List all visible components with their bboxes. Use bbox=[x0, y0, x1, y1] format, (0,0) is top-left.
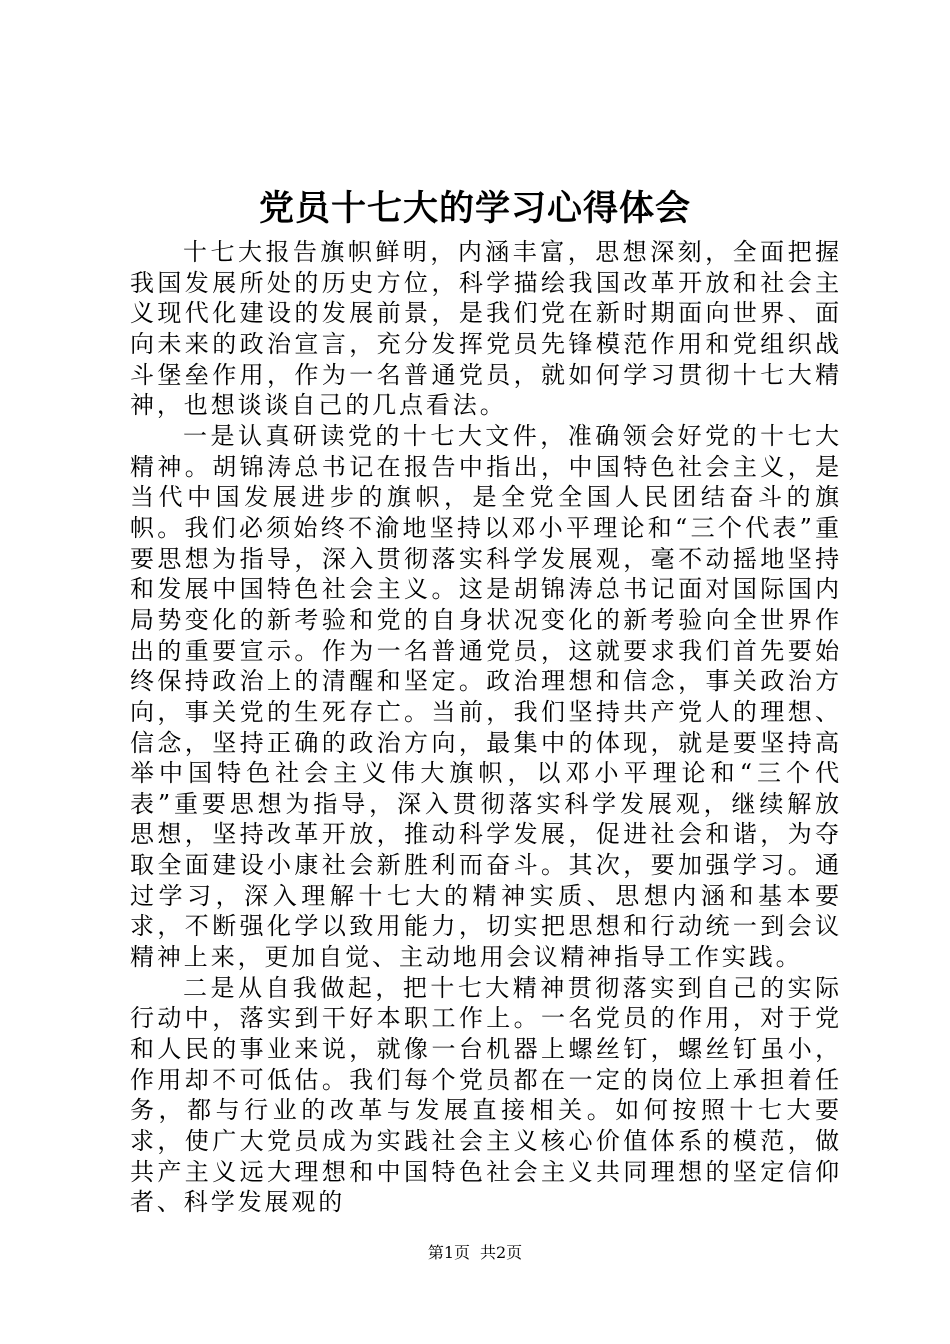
paragraph-point-two: 二是从自我做起，把十七大精神贯彻落实到自己的实际行动中，落实到干好本职工作上。一名党员的作用，对于党和人民的事业来说，就像一台机器上螺丝钉，螺丝钉虽小，作用却不可低估。我们每个党员都在一定的岗位上承担着任务，都与行业的改革与发展直接相关。如何按照十七大要求，使广大党员成为实践社会主义核心价值体系的模范，做共产主义远大理想和中国特色社会主义共同理想的坚定信仰者、科学发展观的 bbox=[130, 973, 842, 1217]
page-footer bbox=[0, 1243, 950, 1263]
paragraph-point-one: 一是认真研读党的十七大文件，准确领会好党的十七大精神。胡锦涛总书记在报告中指出，中国特色社会主义，是当代中国发展进步的旗帜，是全党全国人民团结奋斗的旗帜。我们必须始终不渝地坚持以邓小平理论和“三个代表”重要思想为指导，深入贯彻落实科学发展观，毫不动摇地坚持和发展中国特色社会主义。这是胡锦涛总书记面对国际国内局势变化的新考验和党的自身状况变化的新考验向全世界作出的重要宣示。作为一名普通党员，这就要求我们首先要始终保持政治上的清醒和坚定。政治理想和信念，事关政治方向，事关党的生死存亡。当前，我们坚持共产党人的理想、信念，坚持正确的政治方向，最集中的体现，就是要坚持高举中国特色社会主义伟大旗帜，以邓小平理论和“三个代表”重要思想为指导，深入贯彻落实科学发展观，继续解放思想，坚持改革开放，推动科学发展，促进社会和谐，为夺取全面建设小康社会新胜利而奋斗。其次，要加强学习。通过学习，深入理解十七大的精神实质、思想内涵和基本要求，不断强化学以致用能力，切实把思想和行动统一到会议精神上来，更加自觉、主动地用会议精神指导工作实践。 bbox=[130, 421, 842, 972]
paragraph-intro: 十七大报告旗帜鲜明，内涵丰富，思想深刻，全面把握我国发展所处的历史方位，科学描绘我国改革开放和社会主义现代化建设的发展前景，是我们党在新时期面向世界、面向未来的政治宣言，充分发挥党员先锋模范作用和党组织战斗堡垒作用，作为一名普通党员，就如何学习贯彻十七大精神，也想谈谈自己的几点看法。 bbox=[130, 238, 842, 420]
document-body bbox=[130, 237, 842, 1218]
document-title: 党员十七大的学习心得体会 bbox=[258, 189, 691, 229]
page-total: 共2页 bbox=[480, 1243, 523, 1262]
page-number: 第1页 bbox=[427, 1243, 470, 1262]
